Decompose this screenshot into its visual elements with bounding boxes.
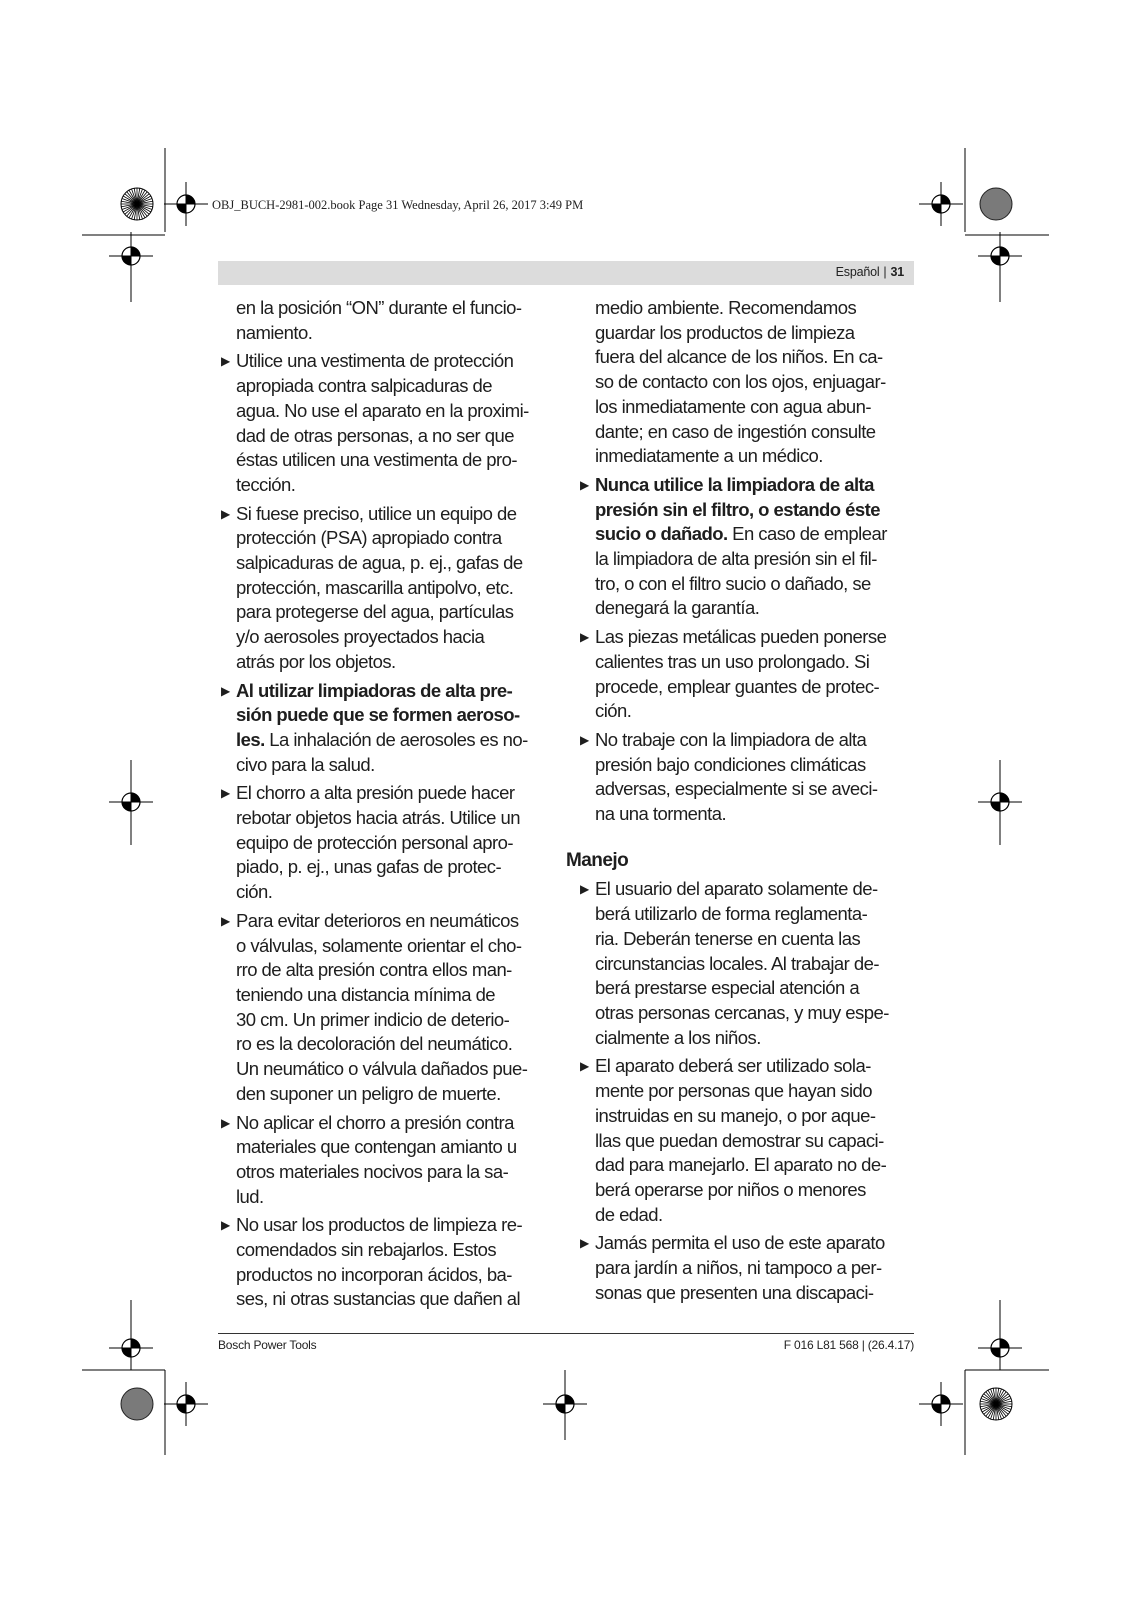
text-line: mente por personas que hayan sido bbox=[595, 1080, 873, 1102]
text-line: procede, emplear guantes de protec- bbox=[595, 675, 880, 697]
text-line: protección (PSA) apropiado contra bbox=[236, 527, 502, 549]
text-line: Si fuese preciso, utilice un equipo de bbox=[236, 502, 517, 524]
bullet-arrow-icon: ▶ bbox=[580, 732, 589, 747]
section-heading: Manejo bbox=[566, 849, 629, 871]
crosshair-quadrant bbox=[186, 195, 195, 204]
bullet-arrow-icon: ▶ bbox=[221, 786, 230, 801]
text-line: salpicaduras de agua, p. ej., gafas de bbox=[236, 552, 523, 574]
text-line: Las piezas metálicas pueden ponerse bbox=[595, 626, 887, 648]
text-line: namiento. bbox=[236, 321, 313, 343]
text-line: sonas que presenten una discapaci- bbox=[595, 1281, 874, 1303]
crosshair-quadrant bbox=[1000, 247, 1009, 256]
crosshair-quadrant bbox=[932, 1404, 941, 1413]
crosshair-quadrant bbox=[991, 256, 1000, 265]
bullet-item bbox=[579, 625, 907, 724]
text-line: No aplicar el chorro a presión contra bbox=[236, 1111, 514, 1133]
bullet-item bbox=[220, 1213, 548, 1312]
text-line: calientes tras un uso prolongado. Si bbox=[595, 650, 870, 672]
text-line: equipo de protección personal apro- bbox=[236, 831, 513, 853]
text-line: circunstancias locales. Al trabajar de- bbox=[595, 952, 879, 974]
bullet-arrow-icon: ▶ bbox=[580, 630, 589, 645]
text-line: éstas utilicen una vestimenta de pro- bbox=[236, 449, 517, 471]
bold-text: les. bbox=[236, 728, 265, 750]
footer-document-code: F 016 L81 568 | (26.4.17) bbox=[783, 1338, 914, 1352]
text-line: cialmente a los niños. bbox=[595, 1026, 761, 1048]
crosshair-quadrant bbox=[1000, 793, 1009, 802]
text-line: No trabaje con la limpiadora de alta bbox=[595, 728, 867, 750]
text-line: ro es la decoloración del neumático. bbox=[236, 1033, 513, 1055]
text-line: tección. bbox=[236, 473, 296, 495]
text-line: en la posición “ON” durante el funcio- bbox=[236, 297, 522, 318]
bullet-arrow-icon: ▶ bbox=[221, 1115, 230, 1130]
text-line: ción. bbox=[236, 881, 273, 903]
bullet-item bbox=[579, 728, 907, 827]
text-line bbox=[236, 679, 548, 704]
text-line: berá prestarse especial atención a bbox=[595, 977, 860, 999]
page-number: 31 bbox=[890, 265, 904, 279]
text-line: denegará la garantía. bbox=[595, 597, 760, 619]
crosshair-quadrant bbox=[991, 802, 1000, 811]
bullet-item bbox=[220, 679, 548, 778]
text-line: civo para la salud. bbox=[236, 753, 375, 775]
bullet-item bbox=[220, 502, 548, 675]
text-line: na una tormenta. bbox=[595, 803, 727, 825]
text-line bbox=[236, 703, 548, 728]
text-line: de edad. bbox=[595, 1203, 663, 1225]
text-line: rebotar objetos hacia atrás. Utilice un bbox=[236, 807, 520, 829]
gray-disc-mark bbox=[980, 188, 1012, 220]
text-line: atrás por los objetos. bbox=[236, 650, 396, 672]
text-line: guardar los productos de limpieza bbox=[595, 321, 855, 343]
text-line: Utilice una vestimenta de protección bbox=[236, 350, 514, 372]
text-line: El chorro a alta presión puede hacer bbox=[236, 782, 515, 804]
text-line: dante; en caso de ingestión consulte bbox=[595, 420, 876, 442]
crosshair-quadrant bbox=[932, 204, 941, 213]
text-line: protección, mascarilla antipolvo, etc. bbox=[236, 576, 514, 598]
text-line: llas que puedan demostrar su capaci- bbox=[595, 1129, 884, 1151]
crosshair-quadrant bbox=[131, 793, 140, 802]
text-line: productos no incorporan ácidos, ba- bbox=[236, 1263, 512, 1285]
text-line: para jardín a niños, ni tampoco a per- bbox=[595, 1257, 882, 1279]
crosshair-quadrant bbox=[991, 1348, 1000, 1357]
text-line: comendados sin rebajarlos. Estos bbox=[236, 1239, 497, 1261]
bullet-item bbox=[579, 1054, 907, 1227]
gray-disc-mark bbox=[121, 1388, 153, 1420]
crosshair-quadrant bbox=[177, 1404, 186, 1413]
text-line: so de contacto con los ojos, enjuagar- bbox=[595, 371, 886, 393]
text-line: berá utilizarlo de forma reglamenta- bbox=[595, 903, 868, 925]
right-column bbox=[566, 296, 907, 1309]
left-column bbox=[220, 296, 548, 1316]
text-line: les. La inhalación de aerosoles es no- bbox=[236, 728, 528, 750]
text-line: agua. No use el aparato en la proximi- bbox=[236, 399, 529, 421]
text-line: rro de alta presión contra ellos man- bbox=[236, 959, 512, 981]
crosshair-quadrant bbox=[131, 247, 140, 256]
book-file-info: OBJ_BUCH-2981-002.book Page 31 Wednesday, April 26, 2017 3:49 PM bbox=[212, 198, 584, 212]
text-line: Para evitar deterioros en neumáticos bbox=[236, 909, 519, 931]
bullet-arrow-icon: ▶ bbox=[221, 913, 230, 928]
crosshair-quadrant bbox=[556, 1404, 565, 1413]
bullet-item bbox=[220, 349, 548, 497]
crosshair-quadrant bbox=[565, 1395, 574, 1404]
bold-text: sión puede que se formen aeroso- bbox=[236, 704, 520, 726]
bullet-arrow-icon: ▶ bbox=[580, 1059, 589, 1074]
text-line: medio ambiente. Recomendamos bbox=[595, 297, 857, 318]
crosshair-quadrant bbox=[122, 256, 131, 265]
bold-text: presión sin el filtro, o estando éste bbox=[595, 498, 880, 520]
text-line: o válvulas, solamente orientar el cho- bbox=[236, 934, 522, 956]
bullet-item bbox=[579, 1231, 907, 1305]
text-line: 30 cm. Un primer indicio de deterio- bbox=[236, 1008, 510, 1030]
text-line: materiales que contengan amianto u bbox=[236, 1136, 517, 1158]
text-line: berá operarse por niños o menores bbox=[595, 1178, 866, 1200]
bullet-arrow-icon: ▶ bbox=[221, 1218, 230, 1233]
crosshair-quadrant bbox=[1000, 1339, 1009, 1348]
text-line: den suponer un peligro de muerte. bbox=[236, 1082, 501, 1104]
bold-text: Nunca utilice la limpiadora de alta bbox=[595, 473, 874, 495]
text-line bbox=[595, 498, 907, 523]
continuation-paragraph bbox=[220, 296, 548, 345]
text-line: Jamás permita el uso de este aparato bbox=[595, 1232, 885, 1254]
crosshair-quadrant bbox=[186, 1395, 195, 1404]
text-line: para protegerse del agua, partículas bbox=[236, 601, 514, 623]
crosshair-quadrant bbox=[177, 204, 186, 213]
text-line: ria. Deberán tenerse en cuenta las bbox=[595, 927, 861, 949]
bullet-item bbox=[579, 877, 907, 1050]
text-line: sucio o dañado. En caso de emplear bbox=[595, 523, 887, 545]
text-line: la limpiadora de alta presión sin el fil- bbox=[595, 548, 877, 570]
text-line: instruidas en su manejo, o por aque- bbox=[595, 1104, 876, 1126]
text-line: fuera del alcance de los niños. En ca- bbox=[595, 346, 883, 368]
bold-text: Al utilizar limpiadoras de alta pre- bbox=[236, 679, 513, 701]
footer-publisher: Bosch Power Tools bbox=[218, 1338, 317, 1352]
text-line: tro, o con el filtro sucio o dañado, se bbox=[595, 572, 871, 594]
text-line: El usuario del aparato solamente de- bbox=[595, 878, 878, 900]
bullet-item bbox=[220, 1111, 548, 1210]
text-line: apropiada contra salpicaduras de bbox=[236, 375, 492, 397]
bullet-arrow-icon: ▶ bbox=[221, 506, 230, 521]
text-line: piado, p. ej., unas gafas de protec- bbox=[236, 856, 502, 878]
bullet-arrow-icon: ▶ bbox=[580, 477, 589, 492]
crosshair-quadrant bbox=[122, 1348, 131, 1357]
text-line: lud. bbox=[236, 1185, 264, 1207]
text-line: otros materiales nocivos para la sa- bbox=[236, 1160, 509, 1182]
bullet-arrow-icon: ▶ bbox=[580, 1236, 589, 1251]
text-line: y/o aerosoles proyectados hacia bbox=[236, 626, 485, 648]
crosshair-quadrant bbox=[131, 1339, 140, 1348]
text-line: dad de otras personas, a no ser que bbox=[236, 424, 514, 446]
bullet-item bbox=[220, 781, 548, 905]
bullet-arrow-icon: ▶ bbox=[221, 354, 230, 369]
text-line: otras personas cercanas, y muy espe- bbox=[595, 1001, 889, 1023]
text-line: los inmediatamente con agua abun- bbox=[595, 395, 871, 417]
text-line bbox=[595, 473, 907, 498]
text-line: dad para manejarlo. El aparato no de- bbox=[595, 1154, 887, 1176]
crosshair-quadrant bbox=[122, 802, 131, 811]
crosshair-quadrant bbox=[941, 1395, 950, 1404]
text-line: El aparato deberá ser utilizado sola- bbox=[595, 1055, 871, 1077]
header-language: Español bbox=[835, 265, 880, 279]
bullet-item bbox=[579, 473, 907, 621]
text-line: ción. bbox=[595, 700, 632, 722]
bullet-arrow-icon: ▶ bbox=[580, 882, 589, 897]
text-line: ses, ni otras sustancias que dañen al bbox=[236, 1288, 521, 1310]
bullet-item bbox=[220, 909, 548, 1107]
header-separator: | bbox=[883, 265, 887, 279]
text-line: teniendo una distancia mínima de bbox=[236, 983, 496, 1005]
text-line: inmediatamente a un médico. bbox=[595, 445, 823, 467]
footer-rule bbox=[218, 1333, 914, 1334]
text-line: presión bajo condiciones climáticas bbox=[595, 753, 866, 775]
bold-text: sucio o dañado. bbox=[595, 523, 728, 545]
crosshair-quadrant bbox=[941, 195, 950, 204]
continuation-paragraph bbox=[579, 296, 907, 469]
text-line: adversas, especialmente si se aveci- bbox=[595, 778, 878, 800]
page-header-bar bbox=[218, 261, 914, 285]
text-line: Un neumático o válvula dañados pue- bbox=[236, 1058, 528, 1080]
bullet-arrow-icon: ▶ bbox=[221, 683, 230, 698]
text-line: No usar los productos de limpieza re- bbox=[236, 1214, 523, 1236]
